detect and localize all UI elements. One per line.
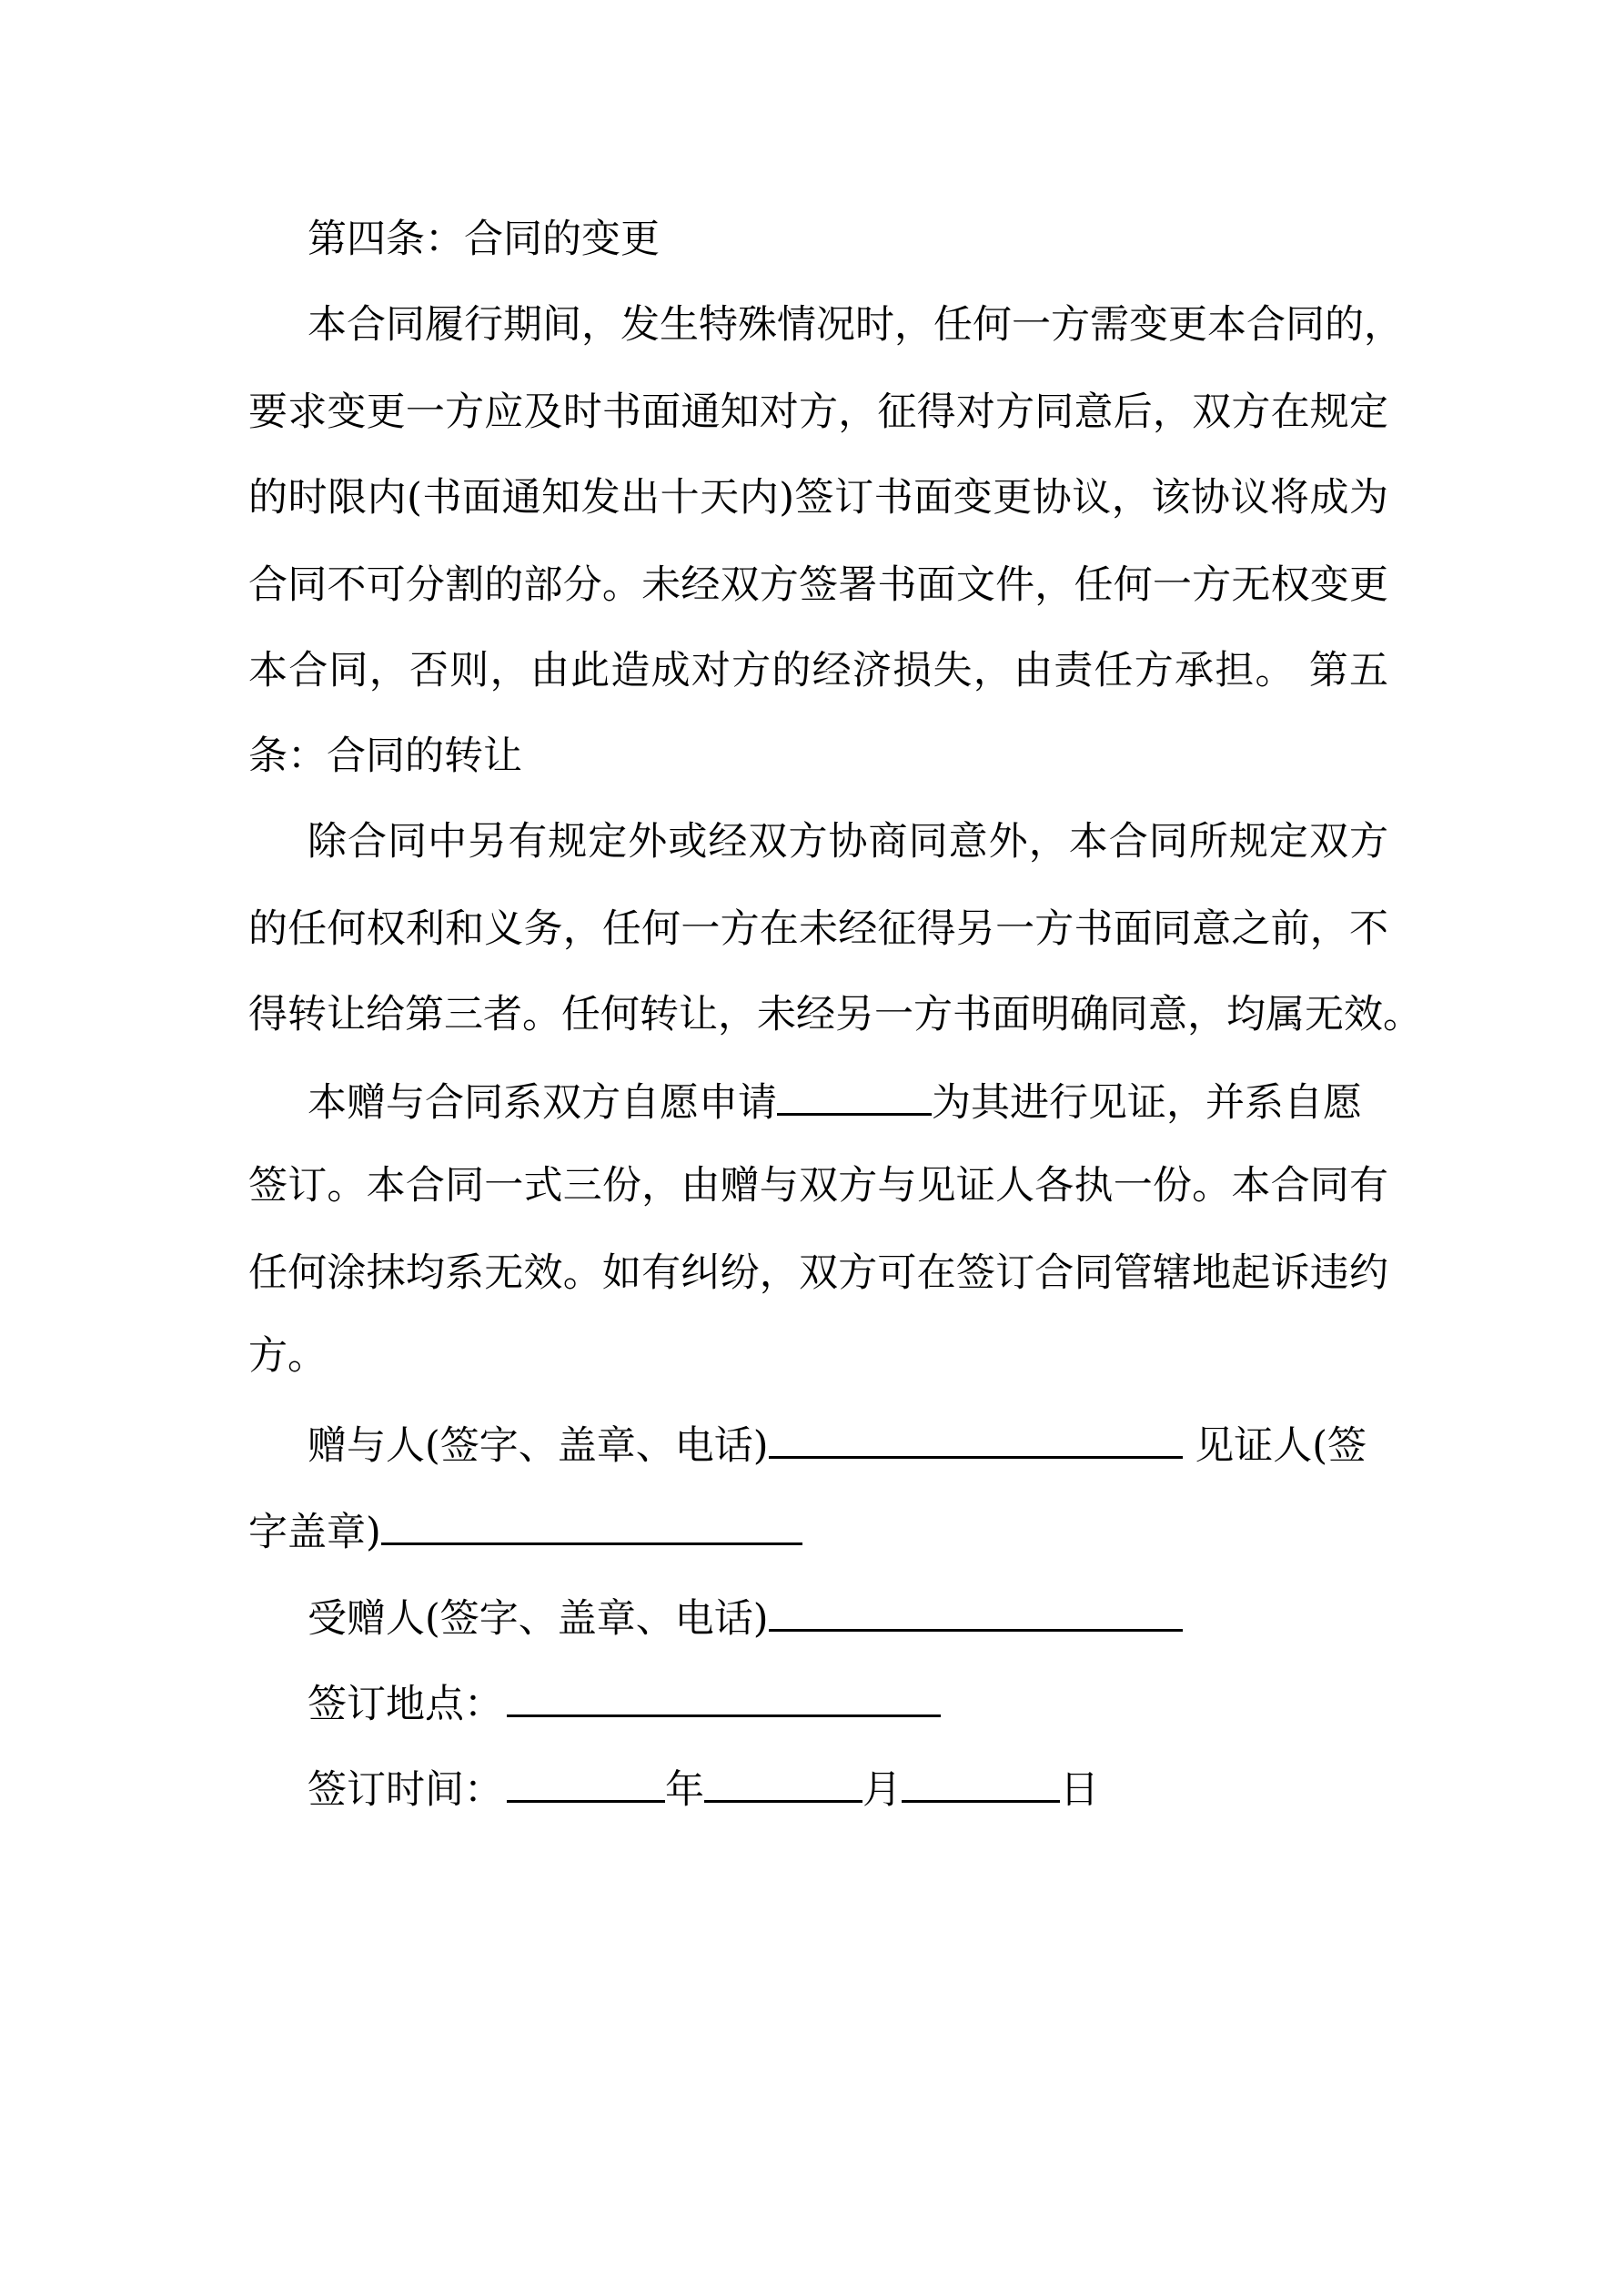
paragraph-line: 方。 <box>248 1333 327 1379</box>
witness-label: 字盖章) <box>248 1510 381 1555</box>
time-line <box>308 1760 1099 1817</box>
month-label: 月 <box>862 1767 902 1813</box>
paragraph-line: 的任何权利和义务，任何一方在未经征得另一方书面同意之前，不 <box>248 906 1388 952</box>
donee-signature-blank[interactable] <box>769 1589 1183 1632</box>
paragraph-line: 任何涂抹均系无效。如有纠纷，双方可在签订合同管辖地起诉违约 <box>248 1250 1388 1296</box>
place-blank[interactable] <box>507 1674 941 1717</box>
paragraph-line: 合同不可分割的部分。未经双方签署书面文件，任何一方无权变更 <box>248 562 1388 608</box>
paragraph-line: 除合同中另有规定外或经双方协商同意外，本合同所规定双方 <box>308 819 1388 865</box>
day-blank[interactable] <box>902 1760 1060 1803</box>
donor-signature-blank[interactable] <box>769 1416 1183 1459</box>
donee-label: 受赠人(签字、盖章、电话) <box>308 1596 769 1642</box>
paragraph-line: 要求变更一方应及时书面通知对方，征得对方同意后，双方在规定 <box>248 389 1388 435</box>
paragraph-line: 签订。本合同一式三份，由赠与双方与见证人各执一份。本合同有 <box>248 1163 1388 1209</box>
donor-signature-line <box>308 1416 1367 1473</box>
donee-signature-line <box>308 1589 1183 1646</box>
paragraph-line: 本合同，否则，由此造成对方的经济损失，由责任方承担。 第五 <box>248 648 1388 693</box>
time-label: 签订时间： <box>308 1767 503 1813</box>
day-label: 日 <box>1060 1767 1099 1813</box>
witness-signature-line <box>248 1502 802 1560</box>
article-5-heading: 条：合同的转让 <box>248 733 522 779</box>
witness-blank[interactable] <box>777 1073 932 1116</box>
year-label: 年 <box>665 1767 704 1813</box>
paragraph-line: 得转让给第三者。任何转让，未经另一方书面明确同意，均属无效。 <box>248 992 1422 1037</box>
paragraph-line: 本合同履行期间，发生特殊情况时，任何一方需变更本合同的， <box>308 302 1403 348</box>
place-line <box>308 1674 941 1732</box>
closing-text: 本赠与合同系双方自愿申请 <box>308 1080 777 1126</box>
place-label: 签订地点： <box>308 1682 503 1727</box>
closing-line-1 <box>308 1073 1362 1130</box>
article-4-heading: 第四条：合同的变更 <box>308 217 660 262</box>
year-blank[interactable] <box>507 1760 665 1803</box>
paragraph-line: 的时限内(书面通知发出十天内)签订书面变更协议，该协议将成为 <box>248 475 1388 521</box>
closing-text: 为其进行见证，并系自愿 <box>932 1080 1362 1126</box>
witness-signature-blank[interactable] <box>381 1502 802 1545</box>
month-blank[interactable] <box>704 1760 862 1803</box>
donor-label: 赠与人(签字、盖章、电话) <box>308 1423 769 1469</box>
witness-label: 见证人(签 <box>1195 1423 1367 1469</box>
